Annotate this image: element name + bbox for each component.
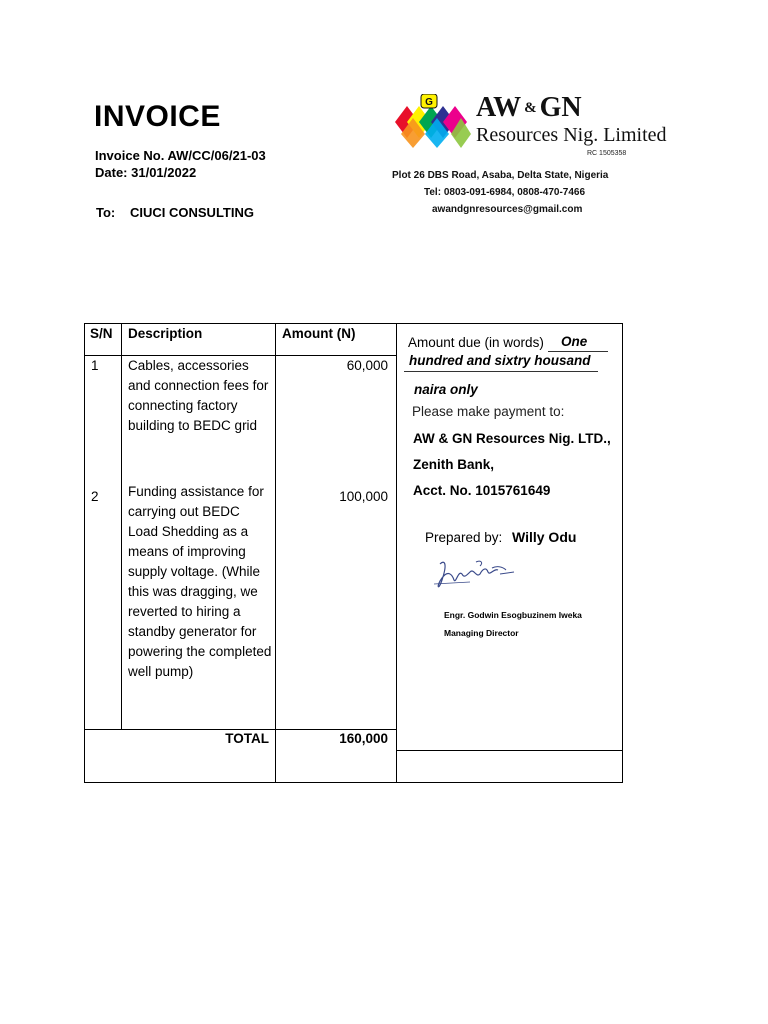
header-description: Description xyxy=(128,326,203,341)
invoice-title: INVOICE xyxy=(94,100,221,133)
header-amount: Amount (N) xyxy=(282,326,356,341)
company-subtitle: Resources Nig. Limited xyxy=(476,124,667,146)
amount-words-label: Amount due (in words) xyxy=(408,335,544,350)
amount-words-2: hundred and sixtry housand xyxy=(409,353,591,368)
row-2-sn: 2 xyxy=(91,489,99,504)
header-sn: S/N xyxy=(90,326,113,341)
prepared-by-name: Willy Odu xyxy=(512,529,577,545)
beneficiary-name: AW & GN Resources Nig. LTD., xyxy=(413,431,611,446)
row-2-amount: 100,000 xyxy=(339,489,388,504)
total-label: TOTAL xyxy=(225,731,269,746)
company-name xyxy=(476,92,582,124)
account-number: Acct. No. 1015761649 xyxy=(413,483,551,498)
company-name-left: AW xyxy=(476,92,522,123)
client-name: CIUCI CONSULTING xyxy=(130,205,254,220)
total-value: 160,000 xyxy=(339,731,388,746)
signature-image xyxy=(430,556,520,600)
company-address: Plot 26 DBS Road, Asaba, Delta State, Nigeria xyxy=(392,170,609,181)
prepared-by-label: Prepared by: xyxy=(425,530,503,545)
payment-instruction: Please make payment to: xyxy=(412,404,565,419)
diamond-logo-icon xyxy=(393,94,473,150)
invoice-date: Date: 31/01/2022 xyxy=(95,165,197,180)
amount-words-3: naira only xyxy=(414,382,478,397)
to-label: To: xyxy=(96,205,116,220)
company-name-right: GN xyxy=(539,92,582,123)
row-1-amount: 60,000 xyxy=(346,358,388,373)
company-phone: Tel: 0803-091-6984, 0808-470-7466 xyxy=(424,187,586,198)
company-logo xyxy=(393,94,473,150)
signatory-name: Engr. Godwin Esogbuzinem Iweka xyxy=(444,610,582,620)
row-2-description: Funding assistance for carrying out BEDC Load Shedding as a means of improving supply voltage. (While this was dragging, we reverted to hiring a standby generator for powering the completed well pump) xyxy=(128,484,272,679)
signatory-title: Managing Director xyxy=(444,628,519,638)
logo-badge: G xyxy=(425,97,433,108)
bank-name: Zenith Bank, xyxy=(413,457,495,472)
amount-words-1: One xyxy=(561,334,588,349)
company-email: awandgnresources@gmail.com xyxy=(432,204,583,215)
invoice-number: Invoice No. AW/CC/06/21-03 xyxy=(95,148,266,163)
company-name-amp: & xyxy=(524,100,537,116)
row-1-description: Cables, accessories and connection fees for connecting factory building to BEDC grid xyxy=(128,358,269,433)
company-rc: RC 1505358 xyxy=(587,150,627,157)
row-1-sn: 1 xyxy=(91,358,99,373)
